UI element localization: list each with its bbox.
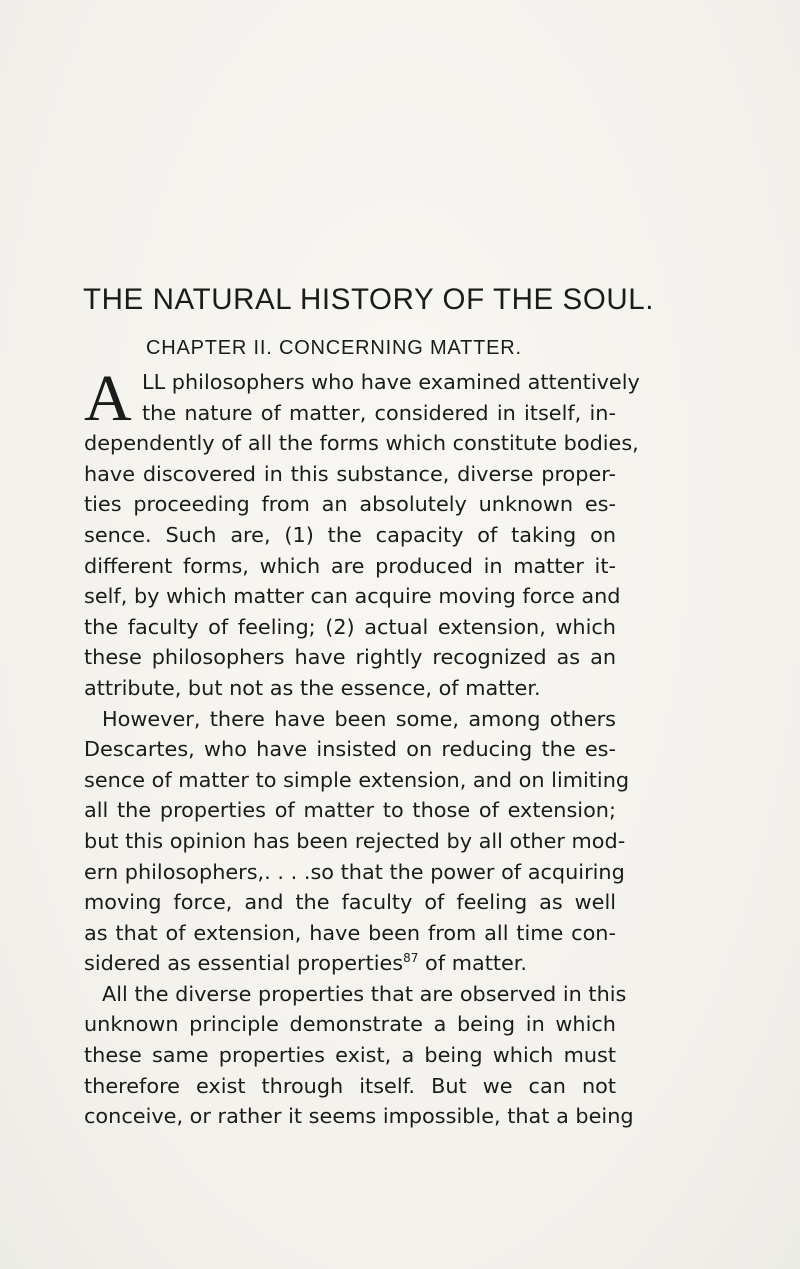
text-line: unknown principle demonstrate a being in which (84, 1012, 616, 1037)
text-line: All the diverse properties that are observed in this (102, 981, 627, 1006)
text-line: moving force, and the faculty of feeling as well (84, 890, 616, 915)
text-line: all the properties of matter to those of extension; (84, 798, 616, 823)
text-line: self, by which matter can acquire moving force and (84, 584, 621, 609)
text-line: However, there have been some, among others (102, 706, 616, 731)
text-line: the faculty of feeling; (2) actual extension, which (84, 614, 616, 639)
text-line: sence of matter to simple extension, and on limiting (84, 767, 630, 792)
text-line: these philosophers have rightly recognized as an (84, 645, 616, 670)
text-line-end: of matter. (418, 951, 528, 976)
text-line: Descartes, who have insisted on reducing the es- (84, 737, 616, 762)
body-text (84, 362, 640, 1132)
text-line: as that of extension, have been from all time con- (84, 920, 616, 945)
text-line: conceive, or rather it seems impossible, that a being (84, 1104, 634, 1129)
text-line-with-footnote (84, 948, 616, 979)
text-line: sence. Such are, (1) the capacity of taking on (84, 522, 616, 547)
text-line: therefore exist through itself. But we can not (84, 1073, 616, 1098)
footnote-reference[interactable]: 87 (403, 951, 419, 966)
text-line: dependently of all the forms which constitute bodies, (84, 431, 639, 456)
text-line: LL philosophers who have examined attentively (142, 370, 640, 394)
book-title: THE NATURAL HISTORY OF THE SOUL. (83, 283, 655, 316)
text-line: but this opinion has been rejected by all other mod- (84, 828, 626, 853)
chapter-heading: CHAPTER II. CONCERNING MATTER. (146, 337, 522, 359)
text-line: different forms, which are produced in matter it- (84, 553, 616, 578)
text-line: the nature of matter, considered in itself, in- (142, 400, 616, 425)
text-line: have discovered in this substance, diverse proper- (84, 461, 616, 486)
text-line: ern philosophers,. . . .so that the power of acquiring (84, 859, 625, 884)
text-line: attribute, but not as the essence, of matter. (84, 675, 541, 700)
text-line: these same properties exist, a being which must (84, 1043, 616, 1068)
text-line: ties proceeding from an absolutely unknown es- (84, 492, 616, 517)
text-line-start: sidered as essential properties (84, 951, 404, 976)
drop-cap: A (84, 362, 132, 435)
